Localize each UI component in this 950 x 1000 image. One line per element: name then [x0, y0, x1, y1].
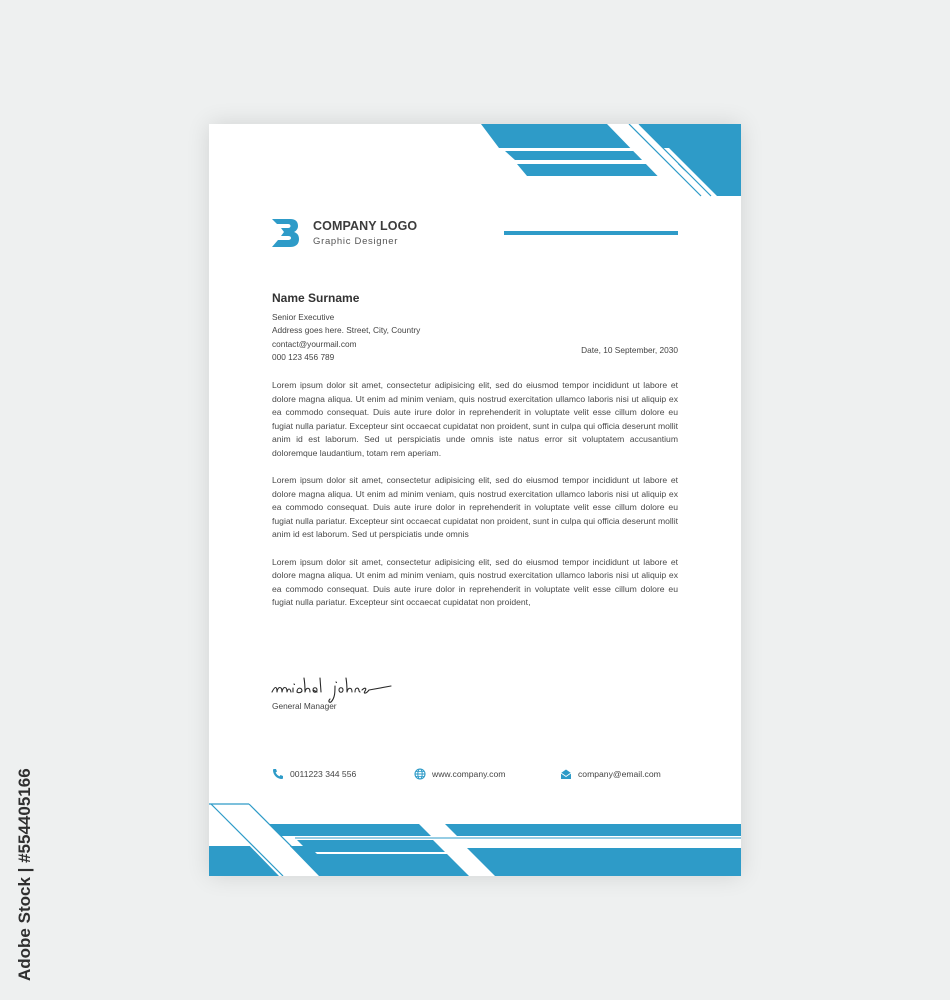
body-paragraph: Lorem ipsum dolor sit amet, consectetur adipisicing elit, sed do eiusmod tempor incididunt ut labore et dolore magna aliqua. Ut enim ad minim veniam, quis nostrud exercitation ullamco laboris nisi ut aliquip ex ea commodo consequat. Duis aute irure dolor in reprehenderit in voluptate velit esse cillum dolore eu fugiat nulla pariatur. Excepteur sint occaecat cupidatat non proident,: [272, 556, 678, 607]
sender-email: contact@yourmail.com: [272, 338, 357, 349]
handwritten-signature: [269, 672, 399, 704]
contact-email: [560, 768, 661, 780]
sender-block: [272, 291, 420, 365]
contact-website-text: www.company.com: [432, 769, 506, 779]
body-paragraph: Lorem ipsum dolor sit amet, consectetur adipisicing elit, sed do eiusmod tempor incididunt ut labore et dolore magna aliqua. Ut enim ad minim veniam, quis nostrud exercitation ullamco laboris nisi ut aliquip ex ea commodo consequat. Duis aute irure dolor in reprehenderit in voluptate velit esse cillum dolore eu fugiat nulla pariatur. Excepteur sint occaecat cupidatat non proident, sunt in culpa qui officia deserunt mollit anim id est laborum. Sed ut perspiciatis unde omnis: [272, 475, 678, 539]
contact-phone: [272, 768, 356, 780]
signatory-title: General Manager: [272, 701, 337, 711]
body-paragraph: Lorem ipsum dolor sit amet, consectetur adipisicing elit, sed do eiusmod tempor incididunt ut labore et dolore magna aliqua. Ut enim ad minim veniam, quis nostrud exercitation ullamco laboris nisi ut aliquip ex ea commodo consequat. Duis aute irure dolor in reprehenderit in voluptate velit esse cillum dolore eu fugiat nulla pariatur. Excepteur sint occaecat cupidatat non proident, sunt in culpa qui officia deserunt mollit anim id est laborum. Sed ut perspiciatis unde omnis iste natus error sit voluptatem accusantium doloremque laudantium, totam rem aperiam.: [272, 380, 678, 458]
phone-icon: [272, 768, 284, 780]
sender-title: Senior Executive: [272, 312, 335, 322]
top-right-decoration: [481, 124, 741, 196]
contact-email-text: company@email.com: [578, 769, 661, 779]
stock-watermark: Adobe Stock | #554405166: [15, 768, 34, 982]
globe-icon: [414, 768, 426, 780]
sender-address: Address goes here. Street, City, Country: [272, 325, 421, 336]
letterhead-sheet: [209, 124, 741, 876]
letter-date: Date, 10 September, 2030: [581, 345, 678, 355]
company-logo-name: COMPANY LOGO: [313, 219, 418, 233]
header-rule: [504, 231, 678, 235]
bottom-left-decoration: [209, 804, 741, 876]
sender-name: Name Surname: [272, 291, 360, 305]
b-letter-icon: [271, 218, 301, 248]
sender-phone: 000 123 456 789: [272, 352, 335, 363]
contact-website: [414, 768, 505, 780]
contact-phone-text: 0011223 344 556: [290, 769, 357, 779]
envelope-icon: [560, 768, 572, 780]
company-tagline: Graphic Designer: [313, 236, 399, 247]
contact-footer: [272, 768, 692, 782]
letter-body: [272, 379, 678, 624]
